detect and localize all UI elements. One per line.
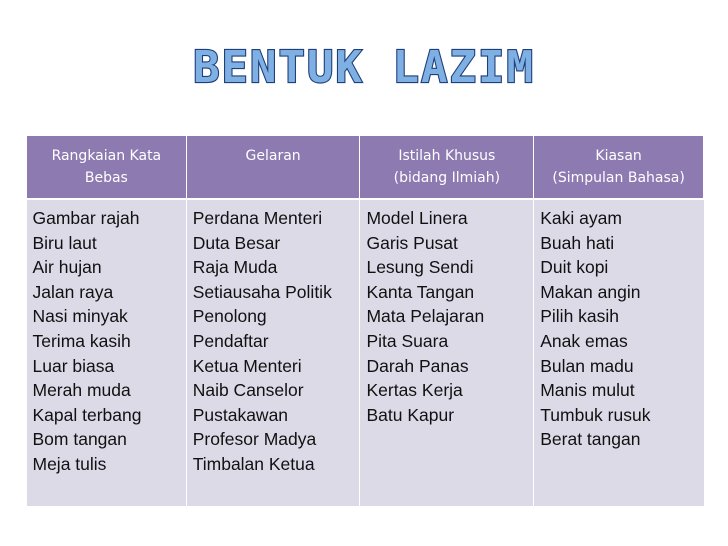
table-cell-item: Model Linera xyxy=(366,208,468,228)
header-line: (Simpulan Bahasa) xyxy=(552,170,685,186)
table-cell-item: Duit kopi xyxy=(540,257,609,278)
table-cell-item: Naib Canselor xyxy=(192,380,304,401)
table-cell-item: Pita Suara xyxy=(366,330,449,351)
table-cell-item: Darah Panas xyxy=(366,355,469,376)
table-cell-item: Raja Muda xyxy=(192,257,278,278)
header-gelaran xyxy=(186,136,360,200)
table-cell-item: Perdana Menteri xyxy=(192,208,323,228)
table-cell-item: Biru laut xyxy=(32,232,97,253)
table-cell-item: Kapal terbang xyxy=(32,404,142,425)
column-gelaran xyxy=(186,199,360,506)
page-title: BENTUK LAZIM xyxy=(193,42,535,93)
table-cell-item: Profesor Madya xyxy=(192,429,317,450)
table-cell-item: Timbalan Ketua xyxy=(192,453,315,474)
header-line: (bidang Ilmiah) xyxy=(393,170,501,186)
header-kiasan xyxy=(534,136,704,200)
table-body-row xyxy=(27,199,704,506)
table-cell-item: Meja tulis xyxy=(32,453,107,474)
header-line xyxy=(191,167,356,189)
title-wordart xyxy=(193,36,535,93)
bentuk-lazim-table-wrap xyxy=(26,135,704,506)
table-header-row xyxy=(27,136,704,200)
table-cell-item: Terima kasih xyxy=(32,330,131,351)
header-line: Kiasan xyxy=(595,148,642,164)
table-cell-item: Duta Besar xyxy=(192,232,281,253)
slide-title xyxy=(0,36,728,92)
table-cell-item: Pendaftar xyxy=(192,330,269,351)
table-cell-item: Berat tangan xyxy=(540,429,641,450)
table-cell-item: Kertas Kerja xyxy=(366,380,463,401)
table-cell-item: Makan angin xyxy=(540,281,641,302)
table-cell-item: Anak emas xyxy=(540,330,628,351)
table-cell-item: Garis Pusat xyxy=(366,232,458,253)
table-cell-item: Buah hati xyxy=(540,232,615,253)
table-cell-item: Penolong xyxy=(192,306,267,327)
table-cell-item: Nasi minyak xyxy=(32,306,128,327)
header-istilah-khusus xyxy=(360,136,534,200)
column-kiasan xyxy=(534,199,704,506)
table-cell-item: Tumbuk rusuk xyxy=(540,404,651,425)
table-cell-item: Luar biasa xyxy=(32,355,115,376)
table-cell-item: Manis mulut xyxy=(540,380,635,401)
header-rangkaian-kata xyxy=(27,136,187,200)
table-cell-item: Pilih kasih xyxy=(540,306,620,327)
header-line: Rangkaian Kata xyxy=(51,148,162,164)
column-rangkaian-kata xyxy=(27,199,187,506)
column-istilah-khusus xyxy=(360,199,534,506)
bentuk-lazim-table xyxy=(26,135,704,506)
table-cell-item: Pustakawan xyxy=(192,404,289,425)
table-cell-item: Merah muda xyxy=(32,380,131,401)
header-line: Gelaran xyxy=(245,148,301,164)
table-cell-item: Air hujan xyxy=(32,257,102,278)
table-cell-item: Bom tangan xyxy=(32,429,127,450)
table-cell-item: Mata Pelajaran xyxy=(366,306,485,327)
table-cell-item: Jalan raya xyxy=(32,281,114,302)
table-cell-item: Ketua Menteri xyxy=(192,355,302,376)
header-line: Bebas xyxy=(84,170,128,186)
table-cell-item: Kaki ayam xyxy=(540,208,622,228)
table-cell-item: Bulan madu xyxy=(540,355,634,376)
table-cell-item: Kanta Tangan xyxy=(366,281,475,302)
header-line: Istilah Khusus xyxy=(398,148,496,164)
table-cell-item: Batu Kapur xyxy=(366,404,455,425)
table-cell-item: Setiausaha Politik xyxy=(192,281,332,302)
table-cell-item: Gambar rajah xyxy=(32,208,140,228)
table-cell-item: Lesung Sendi xyxy=(366,257,474,278)
